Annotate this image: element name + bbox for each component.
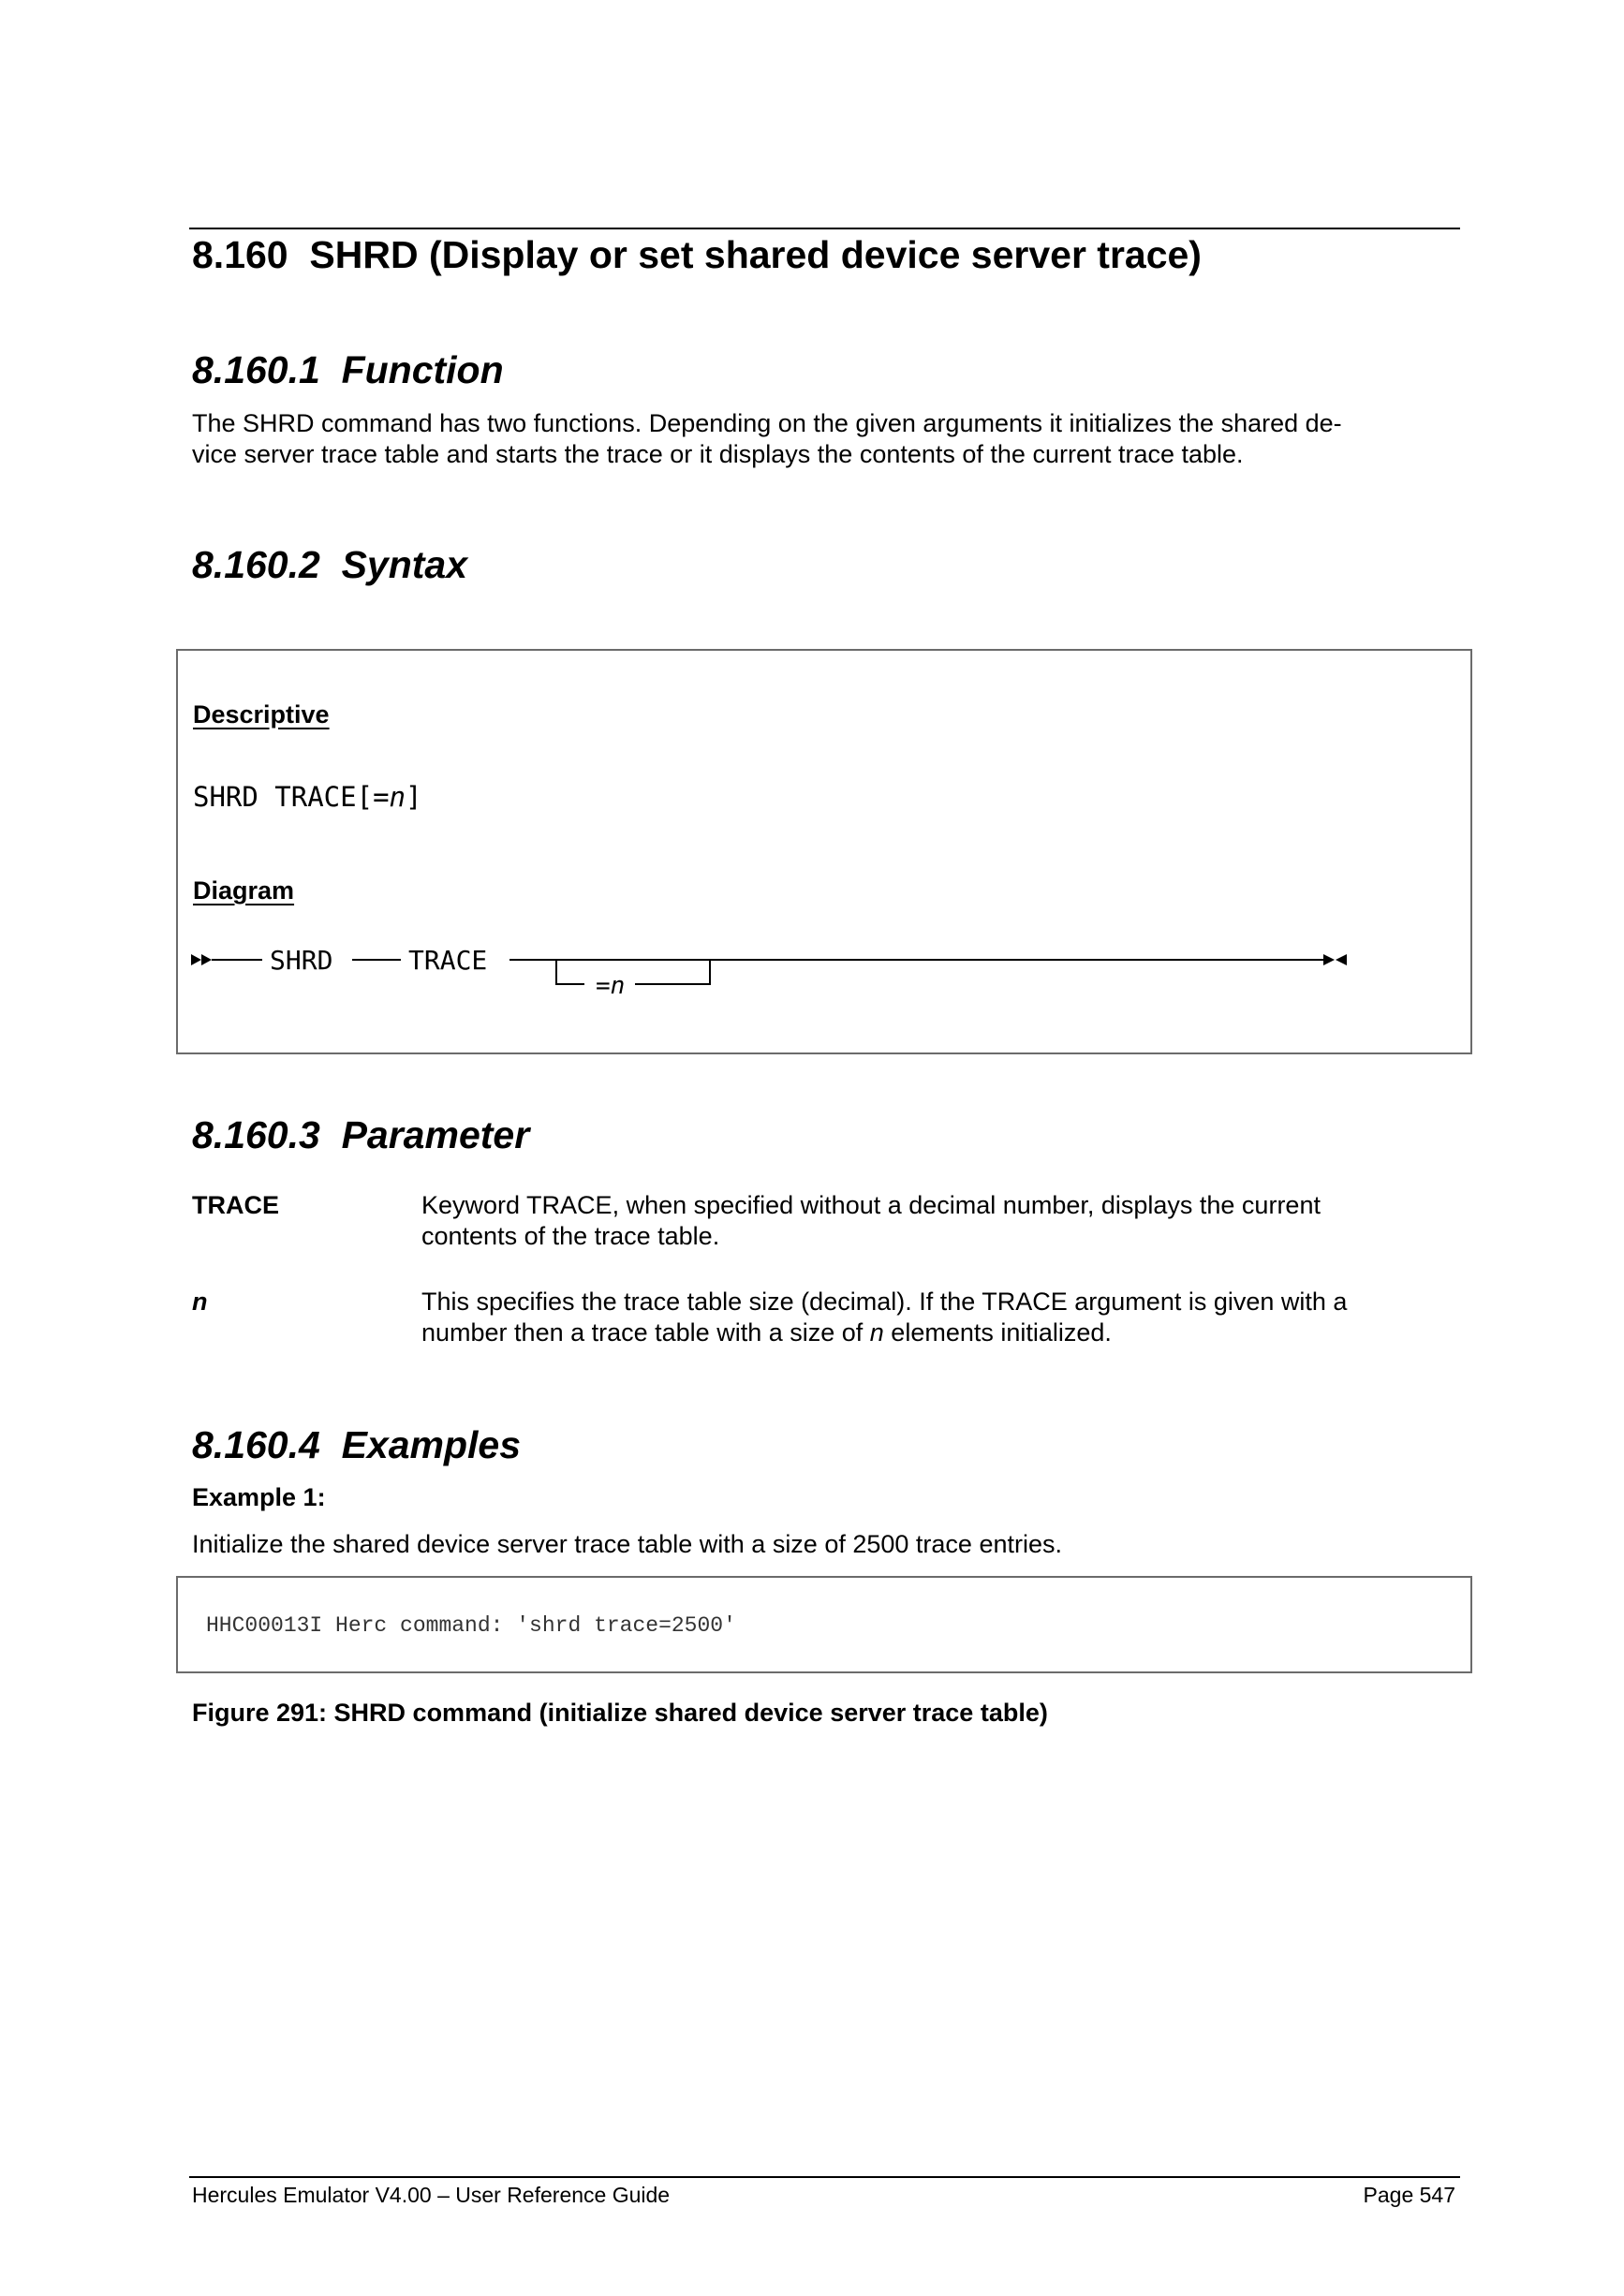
example1-label: Example 1: [192, 1483, 326, 1511]
diagram-option: =n [596, 972, 626, 1000]
trace-desc-line-2: contents of the trace table. [421, 1222, 720, 1250]
parameter-desc-n [421, 1287, 1461, 1348]
function-line-2: vice server trace table and starts the trace or it displays the contents of the current trace table. [192, 440, 1244, 468]
function-heading: 8.160.1 Function [192, 348, 504, 391]
descriptive-param: =n [373, 781, 406, 813]
examples-heading: 8.160.4 Examples [192, 1423, 522, 1466]
footer-left: Hercules Emulator V4.00 – User Reference Guide [192, 2183, 671, 2207]
function-paragraph [192, 408, 1466, 470]
parameter-name-trace: TRACE [192, 1191, 279, 1219]
n-desc-line-2-before: number then a trace table with a size of [421, 1318, 870, 1347]
parameter-desc-trace [421, 1190, 1461, 1252]
function-line-1: The SHRD command has two functions. Depending on the given arguments it initializes the shared de- [192, 409, 1342, 437]
n-desc-line-2-after: elements initialized. [883, 1318, 1112, 1347]
descriptive-label: Descriptive [193, 700, 330, 729]
parameter-name-n: n [192, 1288, 208, 1316]
diagram-branch-return [635, 960, 710, 984]
descriptive-syntax [193, 780, 421, 814]
code-box [176, 1576, 1472, 1673]
descriptive-suffix: ] [405, 781, 422, 813]
parameter-heading: 8.160.3 Parameter [192, 1113, 530, 1156]
header-rule [189, 228, 1460, 229]
trace-desc-line-1: Keyword TRACE, when specified without a decimal number, displays the current [421, 1191, 1321, 1219]
diagram-start-arrow-2 [201, 954, 212, 965]
n-desc-line-1: This specifies the trace table size (decimal). If the TRACE argument is given with a [421, 1288, 1348, 1316]
footer-rule [189, 2176, 1460, 2178]
syntax-heading: 8.160.2 Syntax [192, 543, 468, 586]
diagram-keyword-shrd: SHRD [270, 947, 333, 976]
code-line: HHC00013I Herc command: 'shrd trace=2500' [206, 1613, 736, 1638]
figure-caption: Figure 291: SHRD command (initialize shared device server trace table) [192, 1699, 1048, 1727]
section-title-text: SHRD (Display or set shared device server trace) [309, 233, 1202, 276]
diagram-start-arrow-1 [191, 954, 201, 965]
syntax-diagram [191, 947, 1409, 1022]
example1-text: Initialize the shared device server trace table with a size of 2500 trace entries. [192, 1530, 1062, 1558]
n-desc-line-2 [421, 1317, 1461, 1348]
diagram-end-arrow-1 [1323, 954, 1335, 965]
footer-right: Page 547 [1363, 2183, 1455, 2207]
diagram-keyword-trace: TRACE [408, 947, 488, 976]
section-title [192, 231, 1202, 278]
descriptive-prefix: SHRD TRACE[ [193, 781, 374, 813]
diagram-end-arrow-2 [1336, 954, 1347, 965]
section-number: 8.160 [192, 233, 288, 276]
syntax-box [176, 649, 1472, 1054]
diagram-label: Diagram [193, 876, 295, 905]
diagram-branch [556, 960, 584, 984]
n-desc-line-2-ital: n [869, 1318, 884, 1347]
